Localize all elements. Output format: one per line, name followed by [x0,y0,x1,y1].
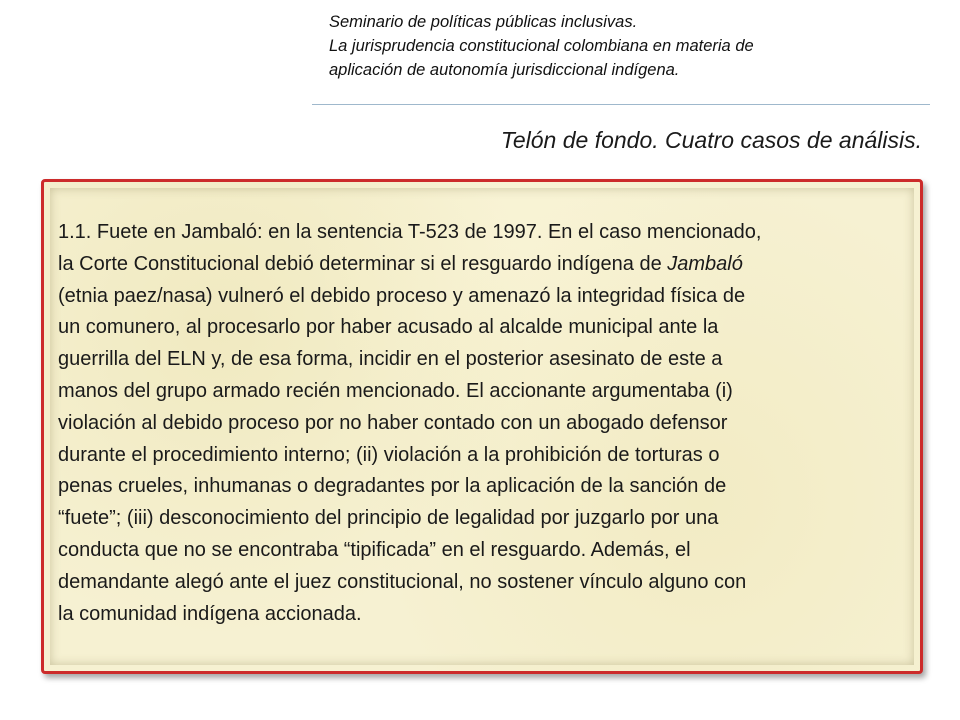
slide-title: Telón de fondo. Cuatro casos de análisis. [500,127,922,153]
case-text-line-13: la comunidad indígena accionada. [58,602,362,625]
seminar-header [329,10,929,82]
case-text-jambalo-italic: Jambaló [667,252,743,275]
case-text-line-12: demandante alegó ante el juez constitucional, no sostener vínculo alguno con [58,570,747,593]
header-divider [312,104,930,105]
case-text-line-1: 1.1. Fuete en Jambaló: en la sentencia T-523 de 1997. En el caso mencionado, [58,221,762,243]
seminar-subtitle-line-1: La jurisprudencia constitucional colombiana en materia de [329,37,754,55]
case-text-line-6: manos del grupo armado recién mencionado. El accionante argumentaba (i) [58,379,733,402]
case-text-line-10: “fuete”; (iii) desconocimiento del principio de legalidad por juzgarlo por una [58,507,719,530]
seminar-subtitle-line-2: aplicación de autonomía jurisdiccional indígena. [329,61,680,79]
seminar-title: Seminario de políticas públicas inclusivas. [329,13,638,31]
case-text-line-9: penas crueles, inhumanas o degradantes por la aplicación de la sanción de [58,475,727,498]
case-text-line-2 [58,249,906,281]
case-description [58,217,906,630]
case-text-line-7: violación al debido proceso por no haber contado con un abogado defensor [58,411,728,434]
case-text-line-11: conducta que no se encontraba “tipificada” en el resguardo. Además, el [58,538,691,561]
case-text-line-8: durante el procedimiento interno; (ii) violación a la prohibición de torturas o [58,443,720,466]
case-text-line-3: (etnia paez/nasa) vulneró el debido proceso y amenazó la integridad física de [58,284,746,307]
case-text-line-5: guerrilla del ELN y, de esa forma, incidir en el posterior asesinato de este a [58,348,723,371]
case-text-line-2-start: la Corte Constitucional debió determinar si el resguardo indígena de [58,252,668,275]
case-text-line-4: un comunero, al procesarlo por haber acusado al alcalde municipal ante la [58,316,719,339]
